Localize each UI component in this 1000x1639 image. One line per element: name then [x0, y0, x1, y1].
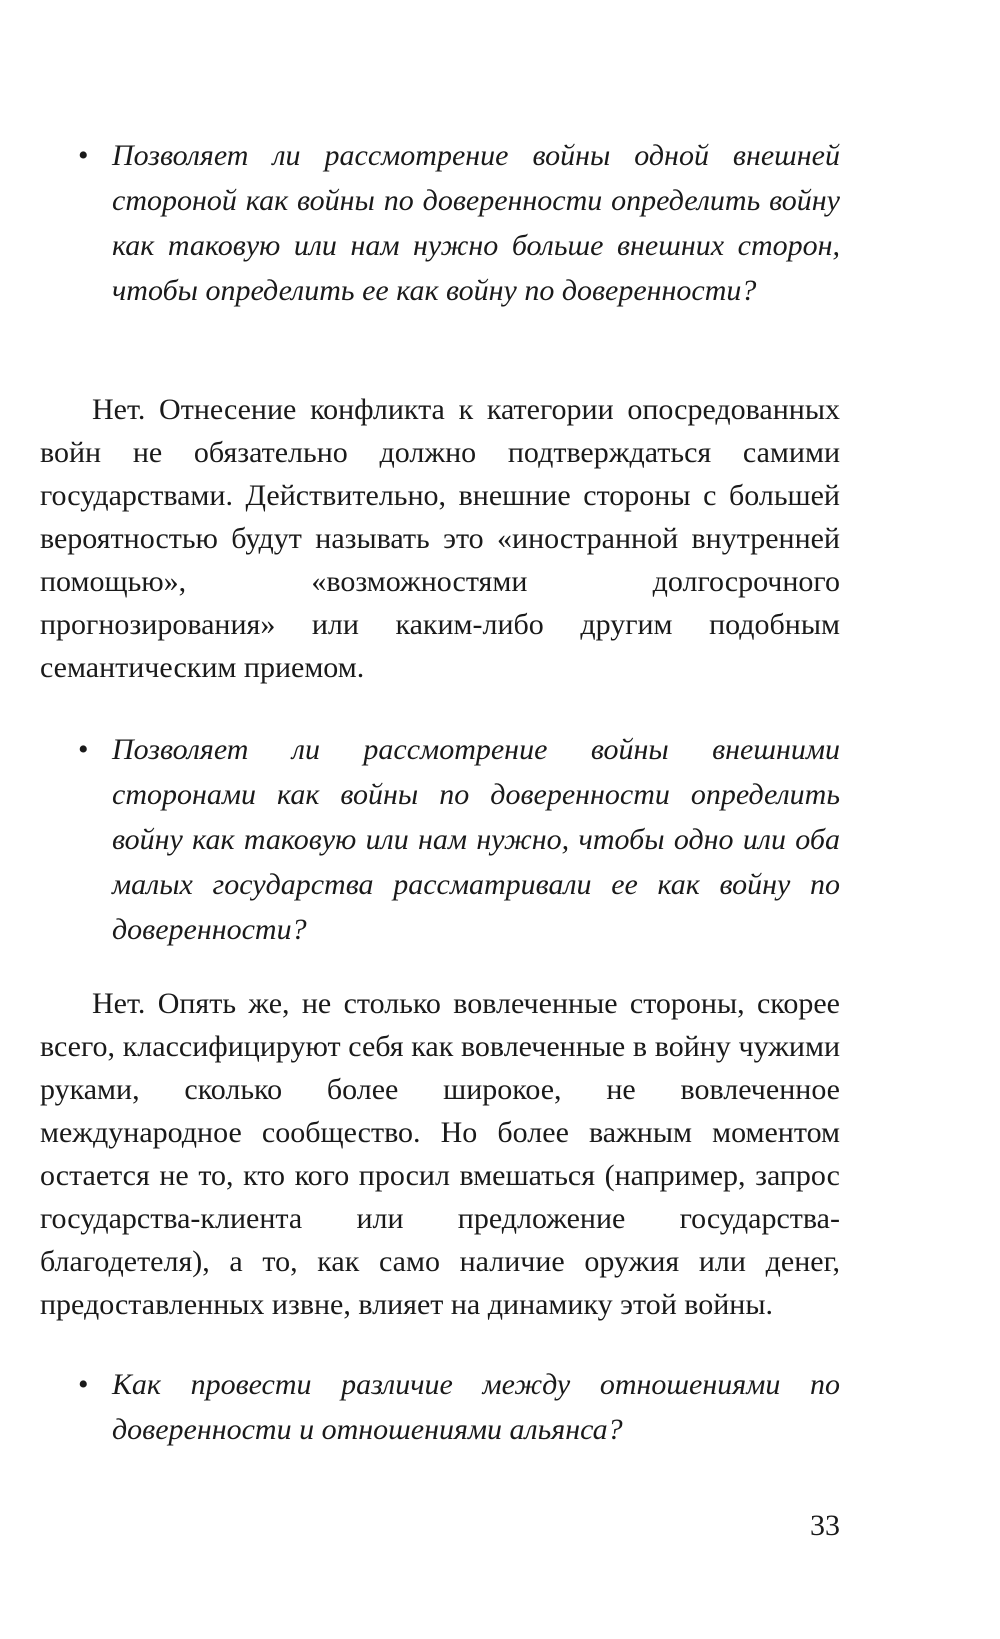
bullet-marker: • [78, 139, 89, 172]
answer-2: Нет. Опять же, не столько вовлеченные стороны, скорее всего, классифицируют себя как вовлеченные в войну чужими руками, сколько более широкое, не вовлеченное международное сообщество. Но более важным моментом остается не то, кто кого просил вмешаться (например, запрос государства-клиента или предложение государства-благодетеля), а то, как само наличие оружия или денег, предоставленных извне, влияет на динамику этой войны. [40, 987, 840, 1321]
bullet-marker: • [78, 1368, 89, 1401]
answer-1: Нет. Отнесение конфликта к категории опосредованных войн не обязательно должно подтверждаться самими государствами. Действительно, внешние стороны с большей вероятностью будут называть это «иностранной внутренней помощью», «возможностями долгосрочного прогнозирования» или каким-либо другим подобным семантическим приемом. [40, 393, 840, 684]
question-2: Позволяет ли рассмотрение войны внешними сторонами как войны по доверенности определить войну как таковую или нам нужно, чтобы одно или оба малых государства рассматривали ее как войну по доверенности? [112, 733, 840, 946]
bullet-marker: • [78, 733, 89, 766]
question-1: Позволяет ли рассмотрение войны одной внешней стороной как войны по доверенности определить войну как таковую или нам нужно больше внешних сторон, чтобы определить ее как войну по доверенности? [112, 139, 840, 307]
question-3: Как провести различие между отношениями по доверенности и отношениями альянса? [112, 1368, 840, 1446]
page-number: 33 [810, 1509, 840, 1542]
